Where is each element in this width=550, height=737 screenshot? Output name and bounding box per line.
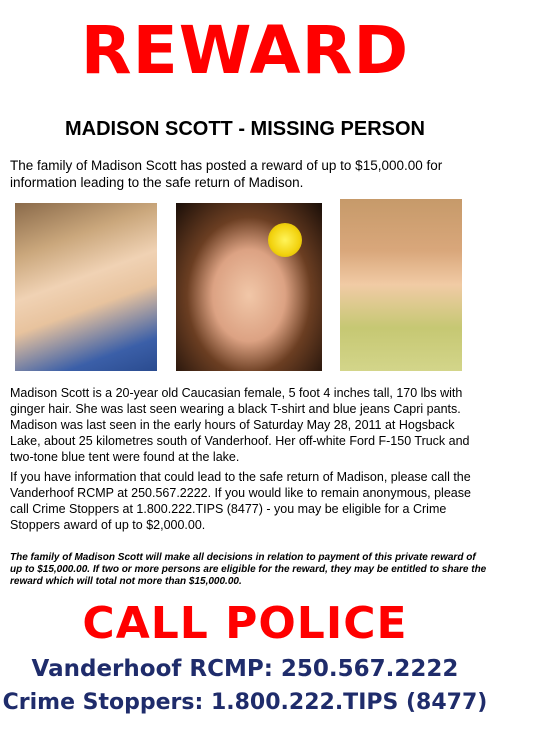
rcmp-contact: Vanderhoof RCMP: 250.567.2222 bbox=[31, 656, 459, 682]
crime-stoppers-contact: Crime Stoppers: 1.800.222.TIPS (8477) bbox=[2, 690, 488, 715]
photo-madison-1 bbox=[15, 203, 157, 371]
contact-instructions-paragraph: If you have information that could lead to the safe return of Madison, please call the Vanderhoof RCMP at 250.567.2222. If you would like to remain anonymous, please call Crime Stoppers at 1.800.222.TIPS (8477) - you may be eligible for a Crime Stoppers award of up to $2,000.00. bbox=[10, 470, 471, 532]
description-paragraph: Madison Scott is a 20-year old Caucasian female, 5 foot 4 inches tall, 170 lbs with ginger hair. She was last seen wearing a black T-shirt and blue jeans Capri pants. Madison was last seen in the early hours of Saturday May 28, 2011 at Hogsback Lake, about 25 kilometres south of Vanderhoof. Her off-white Ford F-150 Truck and two-tone blue tent were found at the lake. bbox=[10, 386, 470, 464]
missing-person-title: MADISON SCOTT - MISSING PERSON bbox=[64, 118, 426, 140]
reward-headline: REWARD bbox=[80, 12, 410, 89]
photo-madison-3 bbox=[340, 199, 462, 371]
reward-intro: The family of Madison Scott has posted a reward of up to $15,000.00 for information leading to the safe return of Madison. bbox=[10, 158, 443, 190]
call-police-heading: CALL POLICE bbox=[82, 598, 408, 649]
reward-disclaimer: The family of Madison Scott will make all decisions in relation to payment of this private reward of up to $15,000.00. If two or more persons are eligible for the reward, they may be entitled to share the reward which will total not more than $15,000.00. bbox=[10, 552, 487, 587]
flower-decoration bbox=[268, 223, 302, 257]
photo-madison-2 bbox=[176, 203, 322, 371]
